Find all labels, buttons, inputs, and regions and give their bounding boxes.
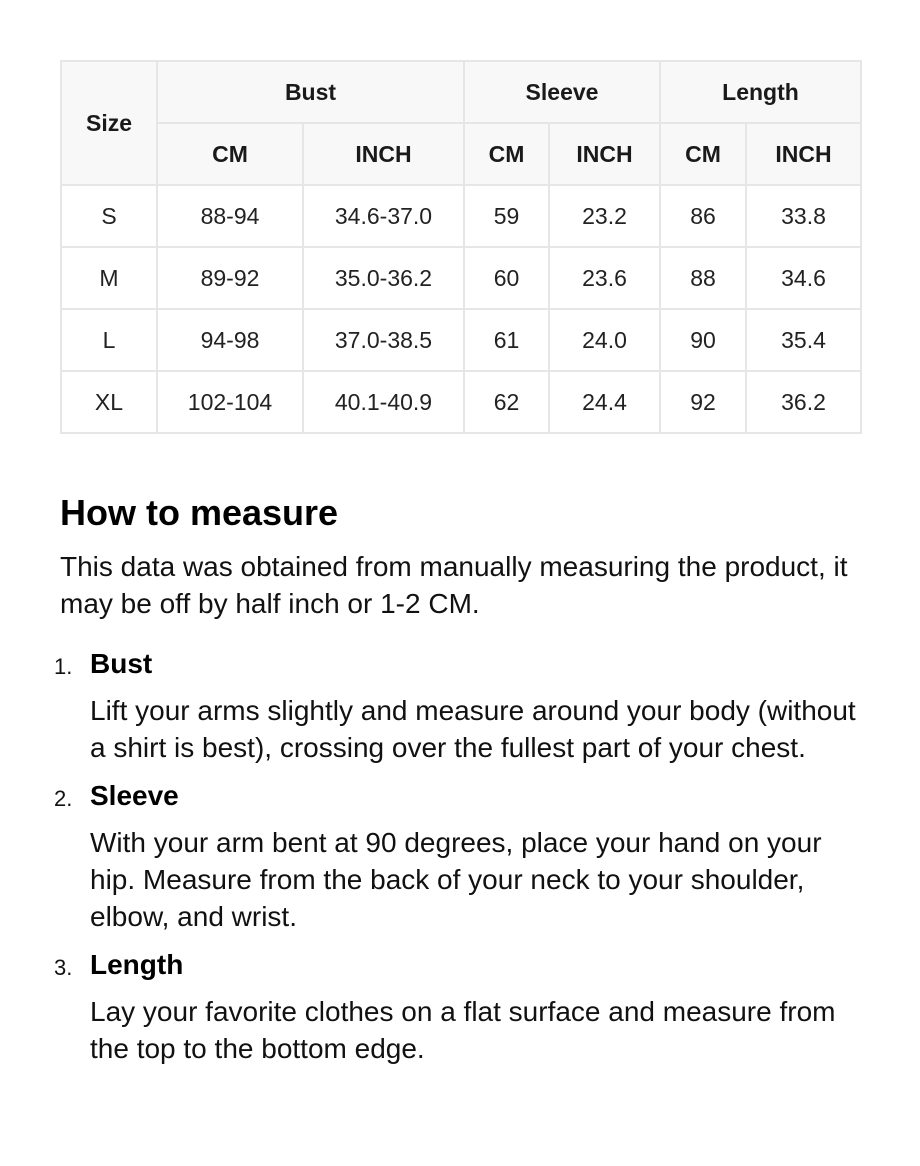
section-title: How to measure	[60, 492, 339, 533]
bust-cm-cell: 94-98	[157, 309, 303, 371]
size-cell: L	[61, 309, 157, 371]
list-item-sleeve	[54, 780, 860, 935]
step-title: Sleeve	[90, 780, 179, 811]
step-number: 1.	[54, 654, 73, 679]
length-cm-cell: 92	[660, 371, 746, 433]
length-inch-cell: 36.2	[746, 371, 861, 433]
bust-cm-cell: 88-94	[157, 185, 303, 247]
sleeve-inch-cell: 24.4	[549, 371, 660, 433]
sleeve-inch-cell: 23.2	[549, 185, 660, 247]
length-inch-header: INCH	[746, 123, 861, 185]
unit-header-row	[61, 123, 861, 185]
sleeve-cm-cell: 59	[464, 185, 549, 247]
step-title: Bust	[90, 648, 153, 679]
how-to-measure-section	[54, 490, 860, 1081]
sleeve-inch-header: INCH	[549, 123, 660, 185]
sleeve-cm-header: CM	[464, 123, 549, 185]
sleeve-cm-cell: 62	[464, 371, 549, 433]
length-cm-cell: 86	[660, 185, 746, 247]
group-header-row	[61, 61, 861, 123]
bust-inch-cell: 35.0-36.2	[303, 247, 464, 309]
size-column-header: Size	[61, 61, 157, 185]
length-cm-cell: 90	[660, 309, 746, 371]
bust-cm-header: CM	[157, 123, 303, 185]
list-item-length	[54, 949, 860, 1067]
sleeve-inch-cell: 24.0	[549, 309, 660, 371]
step-number: 2.	[54, 786, 73, 811]
bust-inch-cell: 34.6-37.0	[303, 185, 464, 247]
step-title: Length	[90, 949, 184, 980]
bust-inch-cell: 40.1-40.9	[303, 371, 464, 433]
size-cell: XL	[61, 371, 157, 433]
length-inch-cell: 35.4	[746, 309, 861, 371]
sleeve-inch-cell: 23.6	[549, 247, 660, 309]
size-cell: S	[61, 185, 157, 247]
length-inch-cell: 34.6	[746, 247, 861, 309]
size-cell: M	[61, 247, 157, 309]
length-cm-header: CM	[660, 123, 746, 185]
size-table	[60, 60, 862, 434]
sleeve-group-header: Sleeve	[464, 61, 660, 123]
measure-steps-list	[54, 648, 860, 1067]
bust-group-header: Bust	[157, 61, 464, 123]
step-text: Lay your favorite clothes on a flat surface and measure from the top to the bottom edge.	[90, 996, 836, 1064]
table-row	[61, 371, 861, 433]
length-cm-cell: 88	[660, 247, 746, 309]
sleeve-cm-cell: 60	[464, 247, 549, 309]
bust-inch-header: INCH	[303, 123, 464, 185]
intro-text: This data was obtained from manually measuring the product, it may be off by half inch or 1-2 CM.	[60, 551, 848, 619]
list-item-bust	[54, 648, 860, 766]
step-text: With your arm bent at 90 degrees, place your hand on your hip. Measure from the back of your neck to your shoulder, elbow, and wrist.	[90, 827, 822, 932]
table-row	[61, 309, 861, 371]
bust-cm-cell: 89-92	[157, 247, 303, 309]
bust-cm-cell: 102-104	[157, 371, 303, 433]
table-row	[61, 185, 861, 247]
step-text: Lift your arms slightly and measure around your body (without a shirt is best), crossing over the fullest part of your chest.	[90, 695, 856, 763]
sleeve-cm-cell: 61	[464, 309, 549, 371]
bust-inch-cell: 37.0-38.5	[303, 309, 464, 371]
table-row	[61, 247, 861, 309]
length-inch-cell: 33.8	[746, 185, 861, 247]
step-number: 3.	[54, 955, 73, 980]
length-group-header: Length	[660, 61, 861, 123]
